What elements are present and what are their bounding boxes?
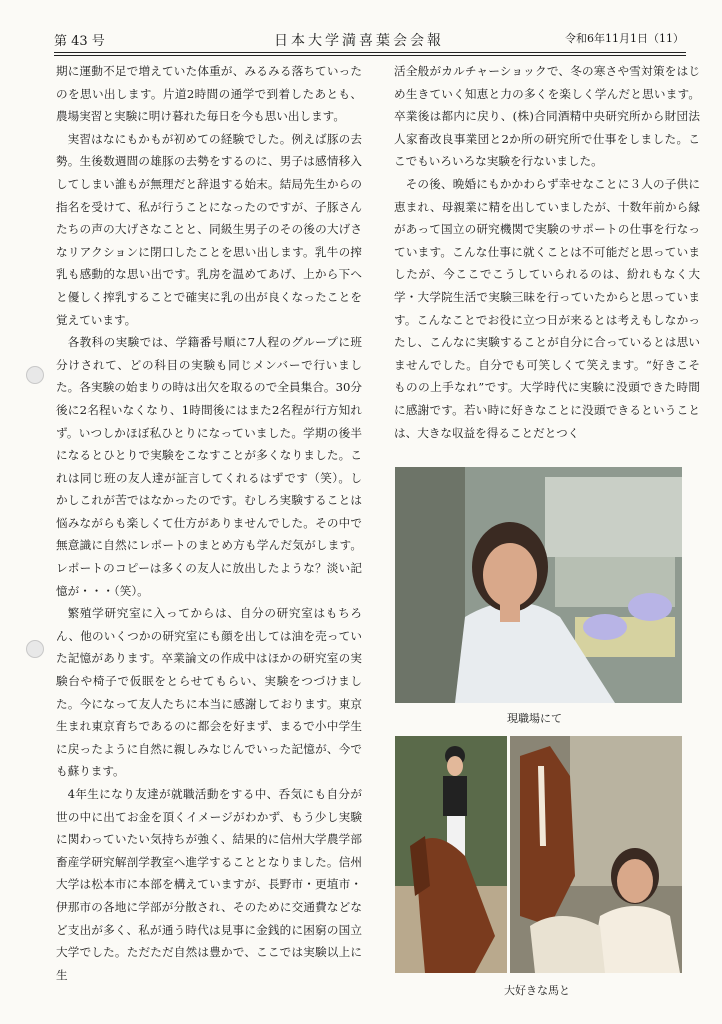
riding-photo-illustration: [395, 736, 507, 973]
binder-hole-top: [26, 366, 44, 384]
header-rule-bottom: [54, 55, 686, 56]
paragraph: 期に運動不足で増えていた体重が、みるみる落ちていったのを思い出します。片道2時間の通学で到着したあとも、農場実習と実験に明け暮れた毎日を今も思い出します。: [56, 64, 362, 124]
paragraph: その後、晩婚にもかかわらず幸せなことに３人の子供に恵まれ、母親業に精を出していましたが、十数年前から縁があって国立の研究機関で実験のサポートの仕事を行なっています。こんな仕事に就くことは不可能だと思っていましたが、今ここでこうしていられるのは、紛れもなく大学・大学院生活で実験三昧を行っていたからと思っています。こんなことでお役に立つ日が来るとは考えもしなかったし、こんなに実験することが自分に合っているとは思いませんでした。自分でも可笑しくて笑えます。“好きこそものの上手なれ”です。大学時代に実験に没頭できた時間に感謝です。若い時に好きなことに没頭できるということは、大きな収益を得ることだとつく: [394, 176, 700, 440]
article-left-column: [56, 60, 362, 980]
newsletter-title: 日本大学満喜葉会会報: [274, 33, 444, 49]
paragraph: 活全般がカルチャーショックで、冬の寒さや雪対策をはじめ生きていく知恵と力の多くを楽しく学んだと思います。卒業後は都内に戻り、(株)合同酒精中央研究所から財団法人家畜改良事業団と2か所の研究所で仕事をしました。ここでもいろいろな実験を行ないました。: [394, 64, 700, 169]
paragraph: 繁殖学研究室に入ってからは、自分の研究室はもちろん、他のいくつかの研究室にも顔を出しては油を売っていた記憶があります。卒業論文の作成中はほかの研究室の実験台や椅子で仮眠をとらせてもらい、実験をつづけました。今になって友人たちに本当に感謝しております。東京生まれ東京育ちであるのに都会を好まず、まるで小中学生に戻ったように自然に親しみなじんでいった記憶が、今でも蘇ります。: [56, 606, 362, 779]
horse-portrait-illustration: [510, 736, 682, 973]
lab-photo: [395, 467, 682, 703]
paragraph: 各教科の実験では、学籍番号順に7人程のグループに班分けされて、どの科目の実験も同じメンバーで行いました。各実験の始まりの時は出欠を取るので全員集合。30分後に2名程いなくなり、1時間後にはまた2名程が行方知れず。いつしかほぼ私ひとりになっていました。学期の後半になるとひとりで実験をこなすことが多くなりました。これは同じ班の友人達が証言してくれるはずです（笑）。しかしこれが苦ではなかったのです。むしろ実験することは悩みながらも楽しくて仕方がありませんでした。その中で無意識に自然にレポートのまとめ方も学んだ気がします。レポートのコピーは多くの友人に放出したような？淡い記憶が・・・（笑）。: [56, 335, 362, 598]
header-rule-top: [54, 52, 686, 53]
paragraph: 4年生になり友達が就職活動をする中、呑気にも自分が世の中に出てお金を頂くイメージがわかず、もう少し実験に関わっていたい気持ちが強く、結果的に信州大学農学部畜産学研究解剖学教室へ進学することとなりました。信州大学は松本市に本部を構えていますが、長野市・更埴市・伊那市の各地に学部が分散され、そのために交通費などなど支出が多く、私が通う時代は見事に金銭的に困窮の国立大学でした。ただただ自然は豊かで、ここでは実験以上に生: [56, 787, 362, 980]
page-header: [54, 30, 684, 50]
paragraph: 実習はなにもかもが初めての経験でした。例えば豚の去勢。生後数週間の雄豚の去勢をするのに、男子は感情移入してしまい誰もが無理だと辞退する始末。結局先生からの指名を受けて、私が行うことになったのですが、子豚さんたちの声の大げさなことと、同級生男子のその後の大げさなリアクションに閉口したことを思い出します。乳牛の搾乳も感動的な思い出です。乳房を温めてあげ、上から下へと優しく搾乳することで確実に乳の出が良くなったことを覚えています。: [56, 131, 362, 327]
binder-hole-bottom: [26, 640, 44, 658]
lab-photo-illustration: [395, 467, 682, 703]
issue-number: 第 43 号: [54, 34, 105, 49]
horse-photo-caption: 大好きな馬と: [504, 985, 570, 997]
issue-date: 令和6年11月1日（11）: [565, 32, 684, 45]
article-right-column: [394, 60, 700, 460]
horse-portrait-photo: [510, 736, 682, 973]
riding-photo: [395, 736, 507, 973]
lab-photo-caption: 現職場にて: [507, 713, 562, 725]
